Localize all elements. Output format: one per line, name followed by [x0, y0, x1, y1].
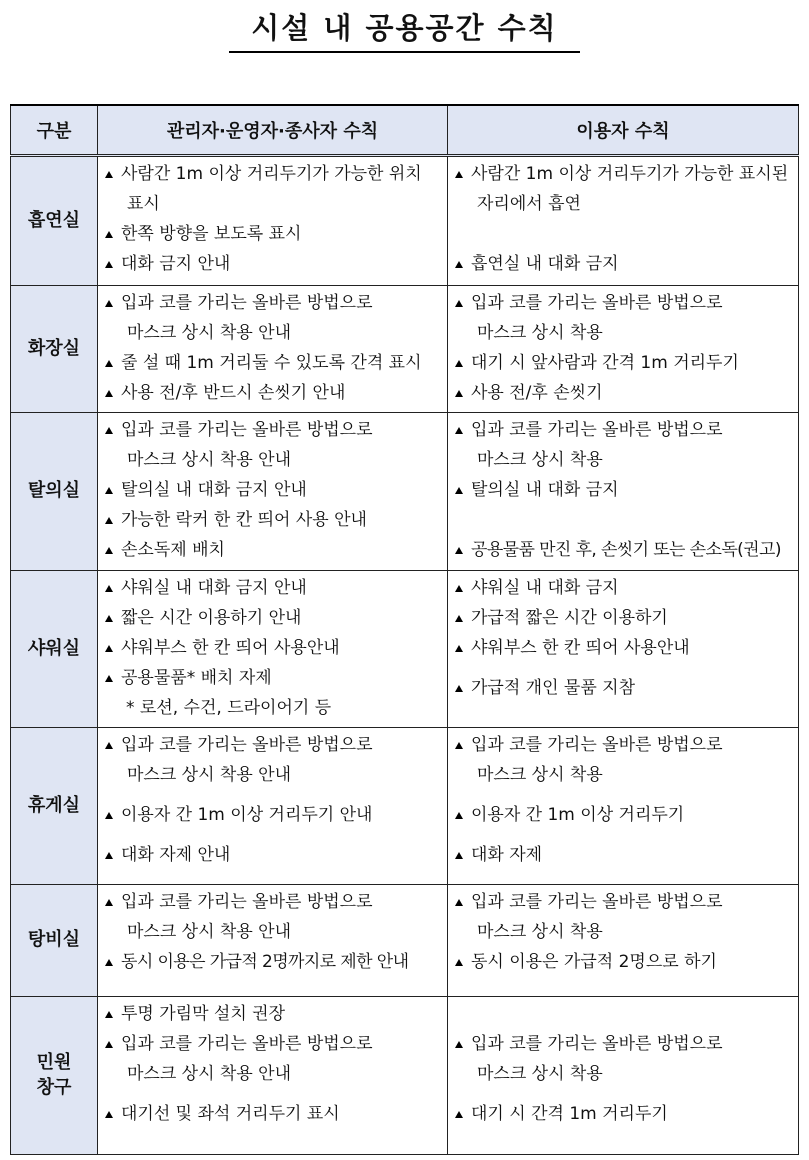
- user-rules-cell: [448, 286, 799, 413]
- list-item: [104, 947, 443, 977]
- manager-rules-cell: [98, 571, 448, 728]
- header-category: 구분: [11, 105, 98, 156]
- item-text: 샤워부스 한 칸 띄어 사용안내: [121, 638, 340, 658]
- item-text-continued: 마스크 상시 착용 안내: [127, 1064, 292, 1084]
- row-category: 휴게실: [11, 728, 98, 885]
- bullet-triangle-icon: [105, 1011, 113, 1018]
- bullet-triangle-icon: [455, 645, 463, 652]
- item-text-continued: 자리에서 흡연: [477, 194, 581, 214]
- spacer: [454, 219, 794, 249]
- bullet-triangle-icon: [105, 171, 113, 178]
- list-item: [454, 633, 794, 663]
- bullet-triangle-icon: [455, 261, 463, 268]
- item-text: 사람간 1m 이상 거리두기가 가능한 위치: [121, 164, 422, 184]
- item-text-continued: 마스크 상시 착용: [477, 765, 603, 785]
- user-rules-cell: [448, 997, 799, 1155]
- list-item: [104, 633, 443, 663]
- item-text-continued: 표시: [127, 194, 160, 214]
- bullet-triangle-icon: [105, 360, 113, 367]
- table-row: [11, 997, 799, 1155]
- item-text: 탈의실 내 대화 금지 안내: [121, 480, 307, 500]
- user-rules-cell: [448, 571, 799, 728]
- item-text: 이용자 간 1m 이상 거리두기 안내: [121, 805, 373, 825]
- item-text: 입과 코를 가리는 올바른 방법으로: [121, 735, 373, 755]
- item-text: 입과 코를 가리는 올바른 방법으로: [471, 1034, 723, 1054]
- list-item: [454, 1099, 794, 1129]
- item-text: 가능한 락커 한 칸 띄어 사용 안내: [121, 510, 367, 530]
- item-text-continued: 마스크 상시 착용: [477, 323, 603, 343]
- item-text: 대기 시 앞사람과 간격 1m 거리두기: [471, 353, 739, 373]
- item-text: 대기선 및 좌석 거리두기 표시: [121, 1104, 340, 1124]
- item-text: 한쪽 방향을 보도록 표시: [121, 224, 302, 244]
- item-text: 공용물품* 배치 자제: [121, 668, 272, 688]
- rules-table: [10, 104, 799, 1155]
- bullet-triangle-icon: [455, 742, 463, 749]
- list-item: [454, 378, 794, 408]
- list-item: [454, 535, 794, 565]
- list-item: [104, 603, 443, 633]
- list-item: [104, 1099, 443, 1129]
- bullet-triangle-icon: [455, 390, 463, 397]
- spacer: [454, 663, 794, 673]
- item-text: 샤워부스 한 칸 띄어 사용안내: [471, 638, 690, 658]
- item-text-continued: 마스크 상시 착용: [477, 1064, 603, 1084]
- manager-rules-cell: [98, 997, 448, 1155]
- item-text: 사용 전/후 반드시 손씻기 안내: [121, 383, 346, 403]
- item-text: 입과 코를 가리는 올바른 방법으로: [121, 293, 373, 313]
- list-item: [104, 887, 443, 947]
- row-category: 화장실: [11, 286, 98, 413]
- item-text: 입과 코를 가리는 올바른 방법으로: [471, 892, 723, 912]
- bullet-triangle-icon: [455, 685, 463, 692]
- bullet-triangle-icon: [455, 1111, 463, 1118]
- bullet-triangle-icon: [455, 547, 463, 554]
- item-text: 가급적 짧은 시간 이용하기: [471, 608, 668, 628]
- list-item: [454, 573, 794, 603]
- bullet-triangle-icon: [105, 231, 113, 238]
- list-item: [104, 999, 443, 1029]
- item-text: 대기 시 간격 1m 거리두기: [471, 1104, 668, 1124]
- item-text: 입과 코를 가리는 올바른 방법으로: [121, 420, 373, 440]
- row-category: 탕비실: [11, 885, 98, 997]
- bullet-triangle-icon: [455, 812, 463, 819]
- item-text-continued: 마스크 상시 착용 안내: [127, 922, 292, 942]
- list-item: [454, 288, 794, 348]
- bullet-triangle-icon: [455, 899, 463, 906]
- list-item: [104, 535, 443, 565]
- bullet-triangle-icon: [455, 171, 463, 178]
- manager-rules-cell: [98, 885, 448, 997]
- spacer: [454, 999, 794, 1029]
- list-item: [454, 800, 794, 830]
- row-category: 탈의실: [11, 413, 98, 571]
- item-text: 입과 코를 가리는 올바른 방법으로: [471, 293, 723, 313]
- item-text: 입과 코를 가리는 올바른 방법으로: [471, 735, 723, 755]
- spacer: [104, 830, 443, 840]
- footnote: * 로션, 수건, 드라이어기 등: [126, 698, 332, 718]
- spacer: [454, 505, 794, 535]
- list-item: [104, 249, 443, 279]
- spacer: [454, 830, 794, 840]
- manager-rules-cell: [98, 413, 448, 571]
- list-item: [104, 1029, 443, 1089]
- list-item: [104, 800, 443, 830]
- user-rules-cell: [448, 413, 799, 571]
- row-category-line2: 창구: [36, 1076, 72, 1098]
- list-item: [104, 159, 443, 219]
- item-text: 손소독제 배치: [121, 540, 225, 560]
- item-text: 짧은 시간 이용하기 안내: [121, 608, 302, 628]
- header-manager-rules: 관리자·운영자·종사자 수칙: [98, 105, 448, 156]
- list-item: [454, 415, 794, 475]
- list-item: [104, 219, 443, 249]
- user-rules-cell: [448, 156, 799, 286]
- bullet-triangle-icon: [105, 390, 113, 397]
- bullet-triangle-icon: [455, 852, 463, 859]
- manager-rules-cell: [98, 286, 448, 413]
- bullet-triangle-icon: [455, 427, 463, 434]
- bullet-triangle-icon: [105, 812, 113, 819]
- item-text: 흡연실 내 대화 금지: [471, 254, 619, 274]
- bullet-triangle-icon: [105, 427, 113, 434]
- item-text: 샤워실 내 대화 금지 안내: [121, 578, 307, 598]
- bullet-triangle-icon: [105, 742, 113, 749]
- table-row: [11, 156, 799, 286]
- row-category: [11, 997, 98, 1155]
- item-text: 사람간 1m 이상 거리두기가 가능한 표시된: [471, 164, 789, 184]
- list-item: [104, 348, 443, 378]
- user-rules-cell: [448, 885, 799, 997]
- manager-rules-cell: [98, 156, 448, 286]
- table-header-row: [11, 105, 799, 156]
- bullet-triangle-icon: [105, 1111, 113, 1118]
- item-text: 입과 코를 가리는 올바른 방법으로: [121, 892, 373, 912]
- bullet-triangle-icon: [455, 585, 463, 592]
- item-text: 동시 이용은 가급적 2명으로 하기: [471, 952, 717, 972]
- bullet-triangle-icon: [105, 615, 113, 622]
- bullet-triangle-icon: [105, 547, 113, 554]
- spacer: [104, 1089, 443, 1099]
- spacer: [454, 790, 794, 800]
- item-text: 대화 자제 안내: [121, 845, 231, 865]
- item-text-continued: 마스크 상시 착용 안내: [127, 765, 292, 785]
- list-item: [104, 505, 443, 535]
- list-item: [454, 673, 794, 703]
- item-text: 동시 이용은 가급적 2명까지로 제한 안내: [121, 952, 409, 972]
- item-text: 줄 설 때 1m 거리둘 수 있도록 간격 표시: [121, 353, 422, 373]
- bullet-triangle-icon: [105, 959, 113, 966]
- item-text: 대화 금지 안내: [121, 254, 231, 274]
- bullet-triangle-icon: [455, 300, 463, 307]
- title-container: [0, 0, 809, 53]
- item-text: 사용 전/후 손씻기: [471, 383, 603, 403]
- bullet-triangle-icon: [105, 1041, 113, 1048]
- list-item: [454, 348, 794, 378]
- row-category: 흡연실: [11, 156, 98, 286]
- row-category: 샤워실: [11, 571, 98, 728]
- item-text-continued: 마스크 상시 착용 안내: [127, 450, 292, 470]
- bullet-triangle-icon: [105, 487, 113, 494]
- table-row: [11, 413, 799, 571]
- table-row: [11, 885, 799, 997]
- user-rules-cell: [448, 728, 799, 885]
- header-user-rules: 이용자 수칙: [448, 105, 799, 156]
- row-category-line1: 민원: [36, 1052, 72, 1074]
- list-item: [104, 415, 443, 475]
- item-text: 입과 코를 가리는 올바른 방법으로: [121, 1034, 373, 1054]
- item-text: 투명 가림막 설치 권장: [121, 1004, 286, 1024]
- table-row: [11, 571, 799, 728]
- bullet-triangle-icon: [455, 615, 463, 622]
- list-item: [104, 573, 443, 603]
- item-text-continued: 마스크 상시 착용 안내: [127, 323, 292, 343]
- table-row: [11, 286, 799, 413]
- bullet-triangle-icon: [455, 360, 463, 367]
- list-item: [104, 663, 443, 693]
- item-text: 대화 자제: [471, 845, 543, 865]
- item-text-continued: 마스크 상시 착용: [477, 450, 603, 470]
- list-item: [104, 378, 443, 408]
- list-item: [454, 603, 794, 633]
- item-text: 이용자 간 1m 이상 거리두기: [471, 805, 685, 825]
- bullet-triangle-icon: [105, 585, 113, 592]
- list-item: [104, 840, 443, 870]
- bullet-triangle-icon: [105, 261, 113, 268]
- table-row: [11, 728, 799, 885]
- spacer: [104, 790, 443, 800]
- item-text: 샤워실 내 대화 금지: [471, 578, 619, 598]
- bullet-triangle-icon: [105, 517, 113, 524]
- bullet-triangle-icon: [105, 852, 113, 859]
- list-item: [104, 730, 443, 790]
- list-item: [454, 730, 794, 790]
- list-item: [104, 288, 443, 348]
- item-text: 가급적 개인 물품 지참: [471, 678, 636, 698]
- list-item: [454, 887, 794, 947]
- item-text: 입과 코를 가리는 올바른 방법으로: [471, 420, 723, 440]
- bullet-triangle-icon: [455, 959, 463, 966]
- spacer: [454, 1089, 794, 1099]
- item-text: 탈의실 내 대화 금지: [471, 480, 619, 500]
- list-item: [454, 840, 794, 870]
- list-item: [454, 1029, 794, 1089]
- bullet-triangle-icon: [105, 645, 113, 652]
- item-text: 공용물품 만진 후, 손씻기 또는 손소독(권고): [471, 540, 781, 560]
- list-item: [454, 249, 794, 279]
- item-text-continued: 마스크 상시 착용: [477, 922, 603, 942]
- bullet-triangle-icon: [105, 675, 113, 682]
- list-item: [454, 159, 794, 219]
- bullet-triangle-icon: [105, 300, 113, 307]
- list-item: [104, 475, 443, 505]
- page-title: 시설 내 공용공간 수칙: [229, 6, 579, 53]
- list-item: [454, 475, 794, 505]
- bullet-triangle-icon: [105, 899, 113, 906]
- list-item: [454, 947, 794, 977]
- manager-rules-cell: [98, 728, 448, 885]
- bullet-triangle-icon: [455, 487, 463, 494]
- bullet-triangle-icon: [455, 1041, 463, 1048]
